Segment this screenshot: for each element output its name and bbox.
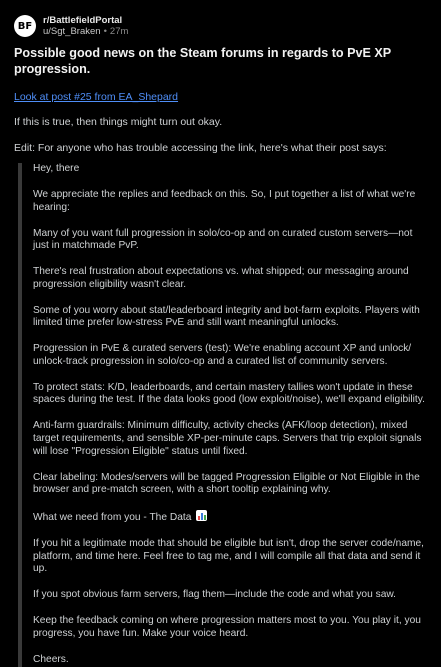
separator-dot: • [103, 26, 107, 37]
quote-paragraph-data [33, 510, 427, 525]
post-time: 27m [109, 26, 129, 37]
subreddit-avatar[interactable]: BF [14, 15, 36, 37]
subreddit-name[interactable]: r/BattlefieldPortal [43, 15, 123, 26]
post-body-text: If this is true, then things might turn out okay. [14, 116, 223, 128]
post-link[interactable]: Look at post #25 from EA_Shepard [14, 91, 179, 103]
quote-data-label: What we need from you - The Data [33, 512, 192, 524]
quote-paragraph: Many of you want full progression in solo/co-op and on curated custom servers—not just in matchmade PvP. [33, 227, 413, 252]
quote-paragraph: We appreciate the replies and feedback on this. So, I put together a list of what we're hearing: [33, 188, 416, 213]
quote-paragraph: Progression in PvE & curated servers (test): We're enabling account XP and unlock/ unlock-track progression in solo/co-op and a curated list of community servers. [33, 343, 412, 367]
quote-block [18, 163, 427, 667]
quote-paragraph: Keep the feedback coming on where progression matters most to you. You play it, you progress, you have fun. Make your voice heard. [33, 615, 421, 639]
quote-paragraph: To protect stats: K/D, leaderboards, and certain mastery tallies won't update in these spaces during the test. If the data looks good (low exploit/noise), we'll expand eligibility. [33, 381, 425, 406]
quote-paragraph: If you spot obvious farm servers, flag them—include the code and what you saw. [33, 589, 396, 601]
author-line [43, 26, 128, 37]
author-name[interactable]: u/Sgt_Braken [43, 26, 101, 37]
quote-paragraph: Cheers. [33, 653, 69, 665]
quote-paragraph: Some of you worry about stat/leaderboard integrity and bot-farm exploits. Players with limited time prefer low-stress PvE and still want meaningful unlocks. [33, 304, 420, 329]
post-header [14, 0, 427, 40]
bar-chart-icon [196, 510, 207, 521]
post-edit-text: Edit: For anyone who has trouble accessing the link, here's what their post says: [14, 142, 387, 154]
quote-paragraph: If you hit a legitimate mode that should be eligible but isn't, drop the server code/name, platform, and time here. Feel free to tag me, and I will compile all that data and send it up. [33, 538, 424, 575]
quote-paragraph: Hey, there [33, 163, 80, 174]
post-meta [43, 15, 128, 37]
quote-paragraph: There's real frustration about expectations vs. what shipped; our messaging around progression eligibility wasn't clear. [33, 266, 409, 290]
quote-paragraph: Anti-farm guardrails: Minimum difficulty, activity checks (AFK/loop detection), mixed target requirements, and sensible XP-per-minute caps. Servers that trip exploit signals will lose "Progression Eligible" status until fixed. [33, 420, 422, 457]
post-title: Possible good news on the Steam forums in regards to PvE XP progression. [14, 46, 391, 76]
quote-paragraph: Clear labeling: Modes/servers will be tagged Progression Eligible or Not Eligible in the browser and pre-match screen, with a short tooltip explaining why. [33, 471, 420, 496]
